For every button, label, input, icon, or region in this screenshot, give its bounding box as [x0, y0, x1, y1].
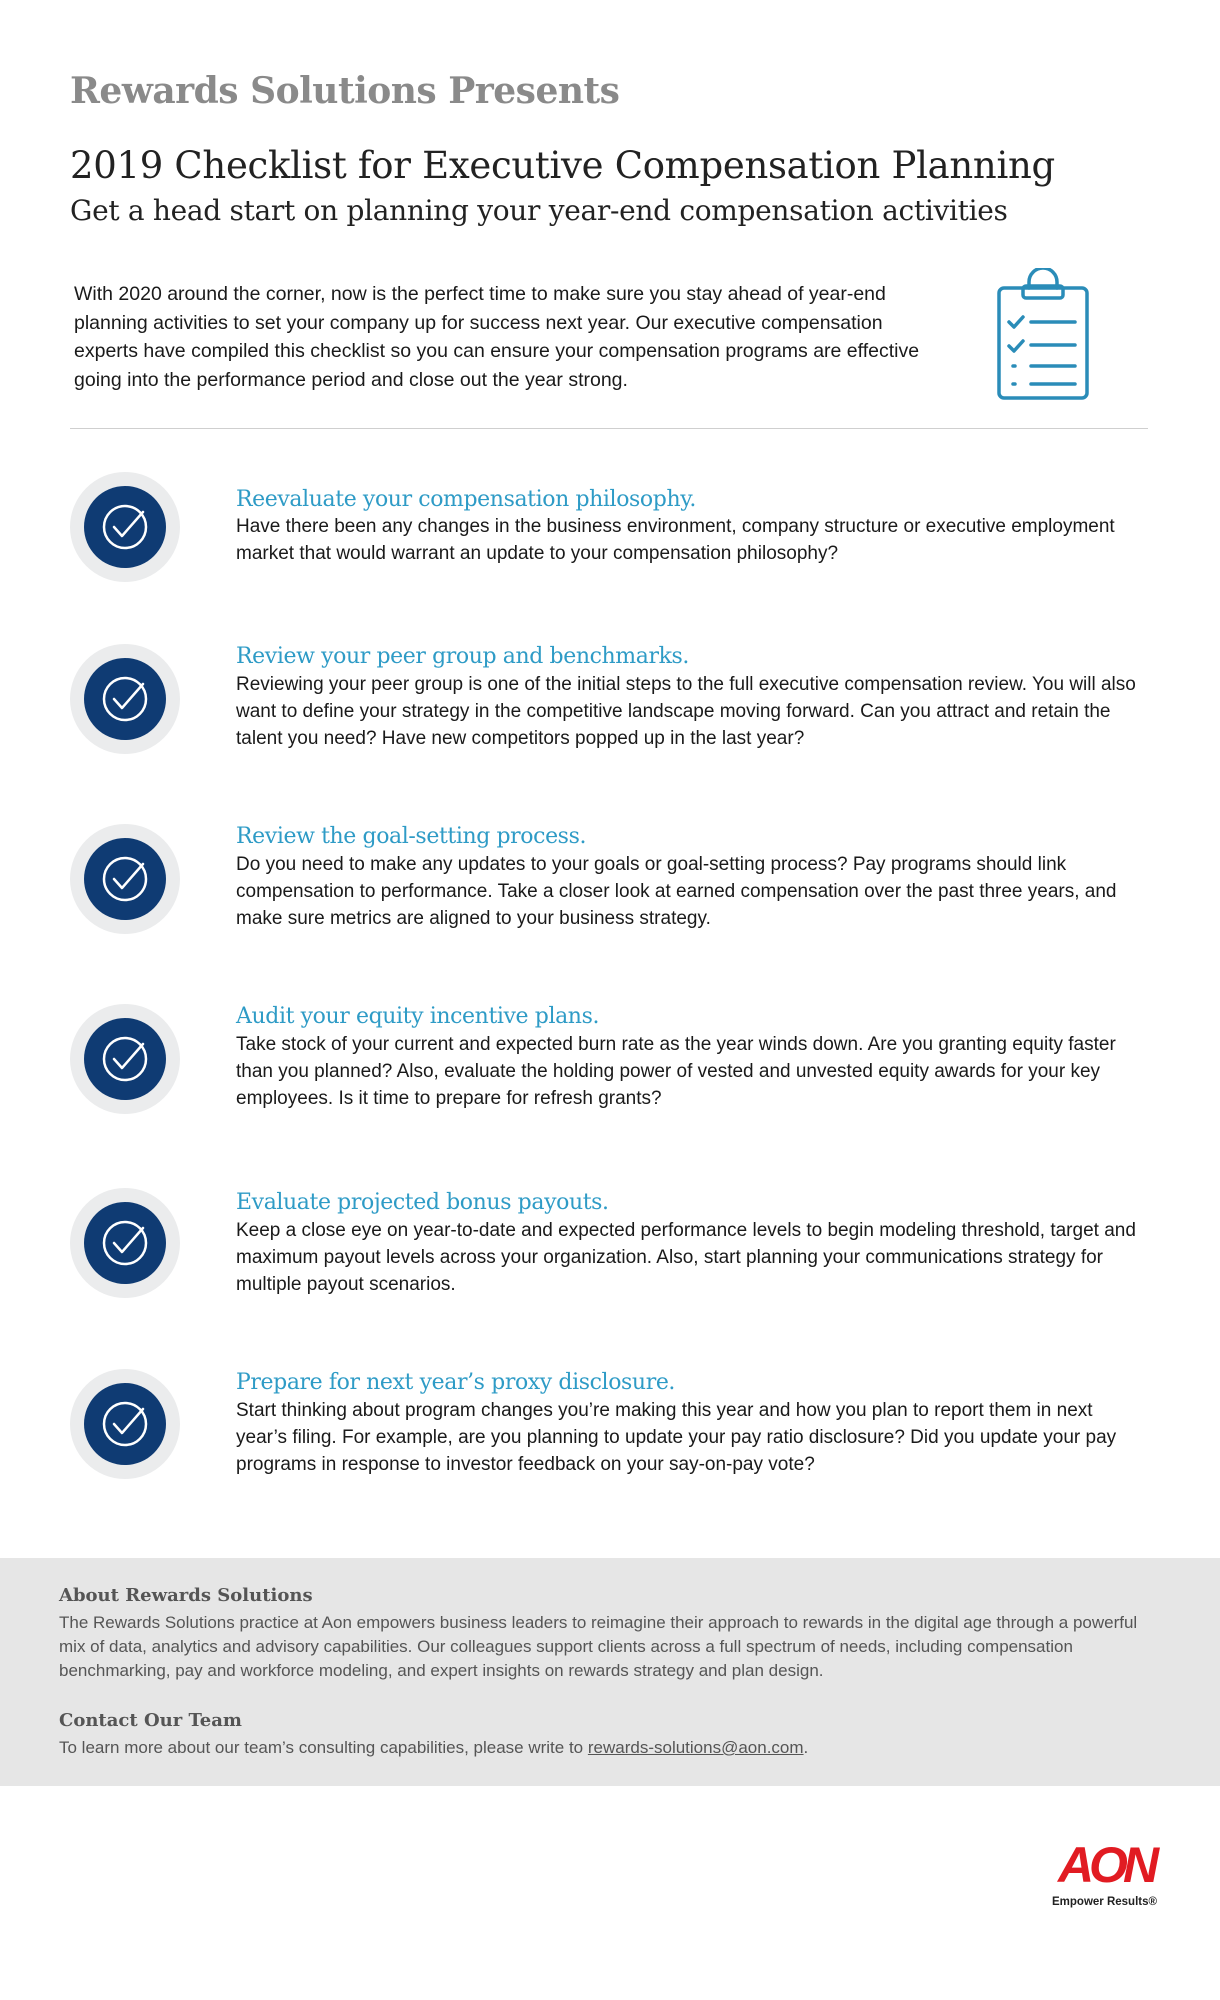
- check-badge: [70, 644, 180, 754]
- checklist-item: [0, 1188, 1220, 1308]
- badge-circle: [84, 1202, 166, 1284]
- checklist-item: [0, 1369, 1220, 1489]
- checkmark-icon: [84, 838, 166, 920]
- check-badge: [70, 1004, 180, 1114]
- checkmark-icon: [84, 486, 166, 568]
- contact-email-link[interactable]: rewards-solutions@aon.com: [587, 1738, 804, 1757]
- checkmark-icon: [84, 1383, 166, 1465]
- item-title: Reevaluate your compensation philosophy.: [236, 487, 696, 512]
- checkmark-icon: [84, 658, 166, 740]
- badge-circle: [84, 1383, 166, 1465]
- item-title: Audit your equity incentive plans.: [236, 1004, 600, 1029]
- checkmark-icon: [84, 1018, 166, 1100]
- item-title: Review the goal-setting process.: [236, 824, 587, 849]
- item-title: Evaluate projected bonus payouts.: [236, 1190, 609, 1215]
- checkmark-icon: [84, 1202, 166, 1284]
- item-body: Have there been any changes in the business environment, company structure or executive employment market that would warrant an update to your compensation philosophy?: [236, 516, 1115, 564]
- badge-circle: [84, 658, 166, 740]
- item-body: Keep a close eye on year-to-date and expected performance levels to begin modeling threshold, target and maximum payout levels across your organization. Also, start planning your communications strategy for multiple payout scenarios.: [236, 1220, 1136, 1295]
- checklist-item: [0, 472, 1220, 592]
- item-body: Start thinking about program changes you’re making this year and how you plan to report them in next year’s filing. For example, are you planning to update your pay ratio disclosure? Did you update your pay programs in response to investor feedback on your say-on-pay vote?: [236, 1400, 1117, 1475]
- item-title: Prepare for next year’s proxy disclosure.: [236, 1370, 676, 1395]
- check-badge: [70, 1369, 180, 1479]
- clipboard-checklist-icon: [995, 268, 1091, 402]
- svg-text:AON: AON: [1057, 1838, 1155, 1890]
- intro-paragraph: With 2020 around the corner, now is the perfect time to make sure you stay ahead of year-end planning activities to set your company up for success next year. Our executive compensation experts have compiled this checklist so you can ensure your compensation programs are effective going into the performance period and close out the year strong.: [74, 283, 920, 391]
- badge-circle: [84, 838, 166, 920]
- contact-text-after: .: [803, 1738, 809, 1757]
- badge-circle: [84, 486, 166, 568]
- item-body: Do you need to make any updates to your goals or goal-setting process? Pay programs should link compensation to performance. Take a closer look at earned compensation over the past three years, and make sure metrics are aligned to your business strategy.: [236, 854, 1117, 929]
- badge-circle: [84, 1018, 166, 1100]
- item-body: Take stock of your current and expected burn rate as the year winds down. Are you granting equity faster than you planned? Also, evaluate the holding power of vested and unvested equity awards for your key employees. Is it time to prepare for refresh grants?: [236, 1034, 1116, 1109]
- checklist-item: [0, 644, 1220, 764]
- checklist-item: [0, 1004, 1220, 1124]
- page-subtitle: Get a head start on planning your year-end compensation activities: [70, 194, 1008, 227]
- contact-text-before: To learn more about our team’s consulting capabilities, please write to: [59, 1738, 588, 1757]
- contact-text: [59, 1736, 808, 1760]
- contact-heading: Contact Our Team: [59, 1710, 242, 1731]
- divider: [70, 428, 1148, 429]
- check-badge: [70, 1188, 180, 1298]
- check-badge: [70, 472, 180, 582]
- about-text: The Rewards Solutions practice at Aon empowers business leaders to reimagine their approach to rewards in the digital age through a powerful mix of data, analytics and advisory capabilities. Our colleagues support clients across a full spectrum of needs, including compensation benchmarking, pay and workforce modeling, and expert insights on rewards strategy and plan design.: [59, 1613, 1138, 1680]
- checklist-item: [0, 824, 1220, 944]
- about-heading: About Rewards Solutions: [59, 1585, 313, 1606]
- about-section: [0, 1558, 1220, 1786]
- page-title: 2019 Checklist for Executive Compensation Planning: [70, 144, 1055, 187]
- aon-logo: [1050, 1838, 1162, 1890]
- item-title: Review your peer group and benchmarks.: [236, 644, 689, 669]
- item-body: Reviewing your peer group is one of the initial steps to the full executive compensation review. You will also want to define your strategy in the competitive landscape moving forward. Can you attract and retain the talent you need? Have new competitors popped up in the last year?: [236, 674, 1136, 749]
- aon-tagline: Empower Results®: [1052, 1896, 1157, 1908]
- presents-heading: Rewards Solutions Presents: [70, 70, 620, 112]
- check-badge: [70, 824, 180, 934]
